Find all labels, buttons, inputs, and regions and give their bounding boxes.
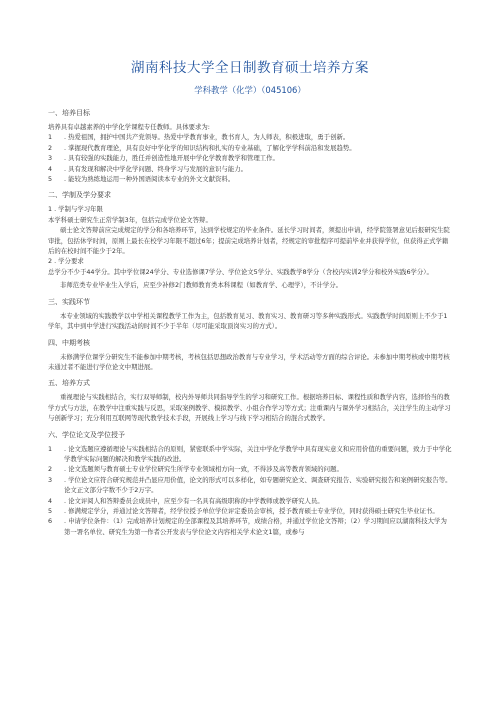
goals-item: 2 . 掌握现代教育理论，具有良好中学化学的知识结构和扎实的专业基础，了解化学学科前沿和发展趋势。 xyxy=(48,143,356,152)
goals-item: 4 . 具有发现和解决中学化学问题、终身学习与发展的意识与能力。 xyxy=(48,164,247,173)
section-heading-practice: 三、实践环节 xyxy=(48,297,90,306)
section-heading-midterm: 四、中期考核 xyxy=(48,338,90,347)
section-heading-training: 五、培养方式 xyxy=(48,379,90,388)
practice-text: 本专业领域的实践教学以中学相关课程教学工作为主，包括教育见习、教育实习、教育研习等多种实践形式。实践教学时间原则上不少于1学年，其中到中学进行实践活动的时间不少于半年（尽可能采取顶岗实习的方式）。 xyxy=(48,311,448,331)
training-text: 重视理论与实践相结合，实行双导师制，校内外导师共同指导学生的学习和研究工作。根据培养目标、课程性质和教学内容，选择恰当的教学方式与方法，在教学中注重实践与反思，采取案例教学、模拟教学、小组合作学习等方式；注重课内与课外学习相结合，关注学生的主动学习与创新学习；充分利用互联网等现代教学技术手段，开展线上学习与线下学习相结合的混合式教学。 xyxy=(48,393,451,423)
section-heading-credits: 二、学制及学分要求 xyxy=(48,191,111,200)
subheading-duration: 1 . 学制与学习年限 xyxy=(48,205,103,214)
goals-item: 3 . 具有较强的实践能力，胜任并创造性地开展中学化学教育教学和管理工作。 xyxy=(48,154,279,163)
midterm-text: 未修满学位课学分研究生不能参加中期考核，考核包括思想政治教育与专业学习，学术活动等方面的综合评论。未参加中期考核或中期考核未通过者不能进行学位论文中期进展。 xyxy=(48,352,450,371)
duration-detail: 硕士论文答辩前应完成规定的学分和各培养环节，达到学校规定的毕业条件。延长学习时间者，须提出申请，经学院签署意见后报研究生院审批，包括休学时间，原则上最长在校学习年限不超过6年；提前完成培养计划者，经规定的审批程序可提前毕业并获得学位，但获得正式学籍后的在校时间不能少于2年。 xyxy=(48,226,450,256)
subheading-credits: 2 . 学分要求 xyxy=(48,257,84,266)
section-heading-thesis: 六、学位论文及学位授予 xyxy=(48,430,125,439)
thesis-item: 3 . 学位论文应符合研究规范并凸显应用价值，论文的形式可以多样化，如专题研究论文、调查研究报告、实验研究报告和案例研究报告等。论文正文部分字数不少于2万字。 xyxy=(48,475,452,495)
credits-text: 总学分不少于44学分。其中学位课24学分、专业选修课7学分、学位论文5学分、实践教学8学分（含校内实训2学分和校外实践6学分）。 xyxy=(48,267,433,276)
goals-intro: 培养具有卓越素养的中学化学课程专任教师。具体要求为: xyxy=(48,123,210,131)
thesis-item: 2 . 论文选题须与教育硕士专业学位研究生所学专业领域相方向一致，不得涉及高等教育领域的问题。 xyxy=(48,465,343,474)
section-heading-goals: 一、培养目标 xyxy=(48,109,90,117)
thesis-item: 5 . 修满规定学分，并通过论文答辩者，经学位授予单位学位评定委员会审核，授予教育硕士专业学位，同时获得硕士研究生毕业证书。 xyxy=(48,506,439,515)
thesis-item: 4 . 论文评阅人和答辩委员会成员中，应至少有一名具有高级职称的中学教师或教学研究人员。 xyxy=(48,496,324,505)
document-title: 湖南科技大学全日制教育硕士培养方案 xyxy=(131,60,369,76)
non-normal-note: 非师范类专业毕业生入学后，应至少补修2门教师教育类本科课程（如教育学、心理学），不计学分。 xyxy=(60,281,343,290)
thesis-item: 6 . 申请学位条件：（1）完成培养计划规定的全部课程及其培养环节，成绩合格，并通过学位论文答辩；（2）学习期间应以湖南科技大学为第一署名单位、研究生为第一作者公开发表与学位论文内容相关学术论文1篇，或参与 xyxy=(48,517,447,536)
duration-text: 本学科硕士研究生正常学制3年，包括完成学位论文答辩。 xyxy=(48,215,212,224)
document-subtitle: 学科教学（化学）（045106） xyxy=(194,85,306,95)
thesis-item: 1 . 论文选题应遵循理论与实践相结合的原则，紧密联系中学实际，关注中学化学教学中具有现实意义和应用价值的重要问题，致力于中学化学教学实际问题的解决和教学实践的改进。 xyxy=(48,444,452,463)
goals-item: 5 . 能较为熟练地运用一种外国语阅读本专业的外文文献资料。 xyxy=(48,175,235,184)
goals-item: 1 . 热爱祖国，拥护中国共产党领导。热爱中学教育事业，教书育人，为人师表，积极进取，勇于创新。 xyxy=(48,133,350,142)
